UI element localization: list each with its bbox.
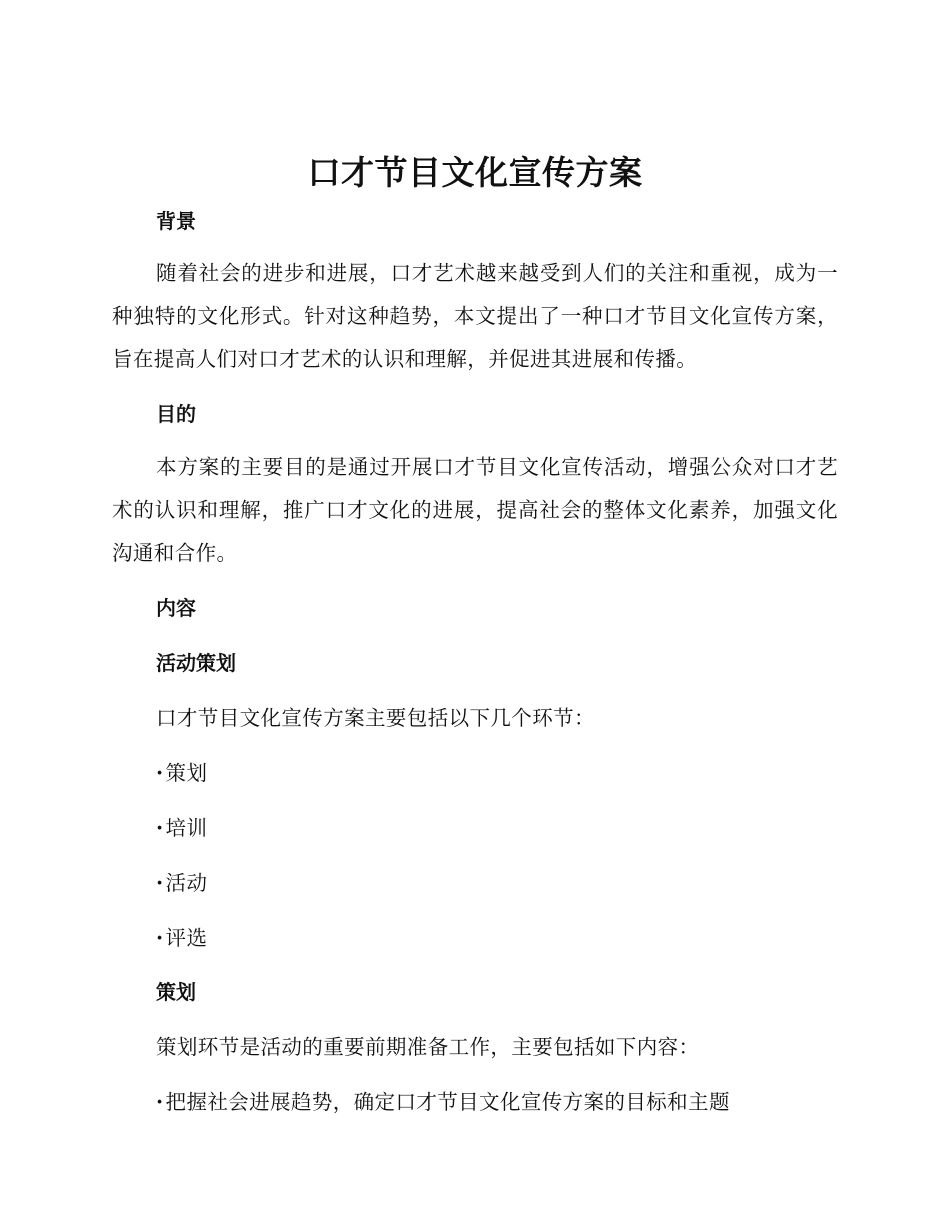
list-item [156,923,207,953]
paragraph-purpose: 本方案的主要目的是通过开展口才节目文化宣传活动，增强公众对口才艺术的认识和理解，推广口才文化的进展，提高社会的整体文化素养，加强文化沟通和合作。 [112,455,838,565]
bullet-symbol: · [156,761,164,785]
list-item [156,868,207,898]
bullet-symbol: · [156,1090,164,1114]
planning-intro: 策划环节是活动的重要前期准备工作，主要包括如下内容： [156,1035,700,1059]
heading-background: 背景 [156,209,196,233]
heading-purpose: 目的 [156,402,196,426]
list-item [156,1087,730,1117]
list-item-text: 活动 [165,871,208,895]
heading-activity-planning: 活动策划 [156,651,236,675]
bullet-symbol: · [156,926,164,950]
activity-planning-intro: 口才节目文化宣传方案主要包括以下几个环节： [156,706,595,730]
document-title: 口才节目文化宣传方案 [307,153,643,192]
bullet-symbol: · [156,816,164,840]
list-item-text: 策划 [165,761,208,785]
list-item-text: 把握社会进展趋势，确定口才节目文化宣传方案的目标和主题 [165,1090,730,1114]
paragraph-background: 随着社会的进步和进展，口才艺术越来越受到人们的关注和重视，成为一种独特的文化形式。针对这种趋势，本文提出了一种口才节目文化宣传方案，旨在提高人们对口才艺术的认识和理解，并促进其进展和传播。 [112,261,838,371]
list-item-text: 培训 [165,816,208,840]
heading-content: 内容 [156,596,196,620]
list-item [156,813,207,843]
list-item [156,758,207,788]
bullet-symbol: · [156,871,164,895]
heading-planning: 策划 [156,980,196,1004]
list-item-text: 评选 [165,926,208,950]
